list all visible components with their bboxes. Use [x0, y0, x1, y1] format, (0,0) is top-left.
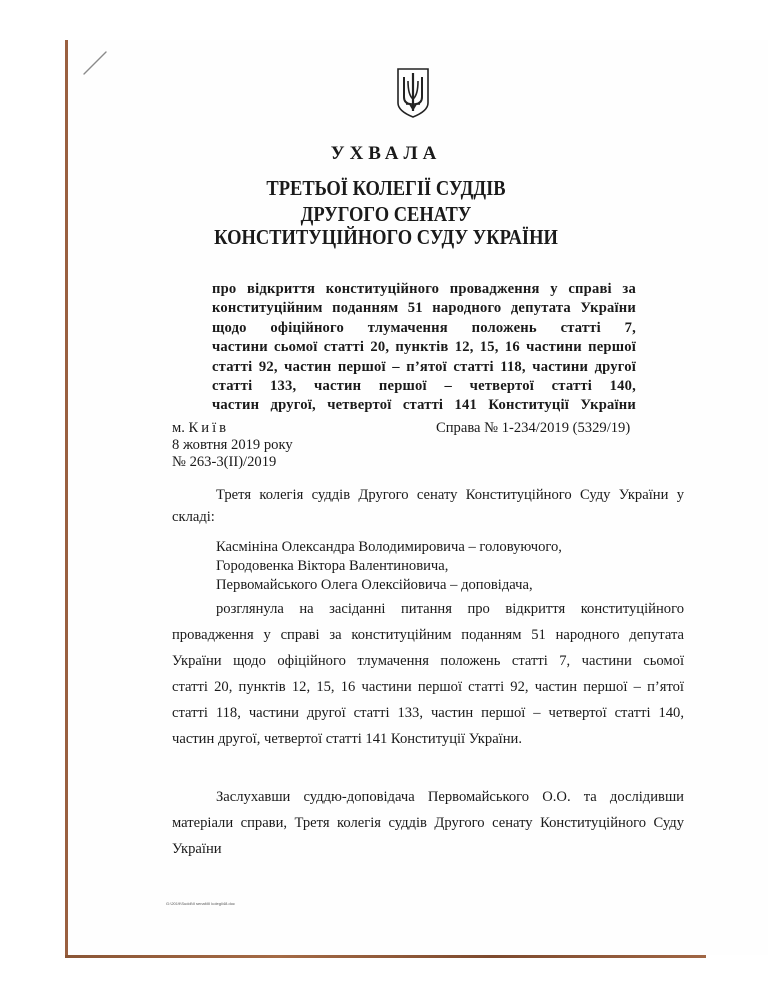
issuer-line-1: ТРЕТЬОЇ КОЛЕГІЇ СУДДІВ — [266, 176, 506, 200]
issuer-line-3: КОНСТИТУЦІЙНОГО СУДУ УКРАЇНИ — [214, 225, 558, 249]
subject-line: частини сьомої статті 20, пунктів 12, 15, 16 частини першої — [212, 339, 636, 356]
place-prefix: м. — [172, 420, 185, 436]
paragraph-line: провадження у справі за конституційним поданням 51 народного депутата — [172, 627, 684, 643]
place-name: Київ — [188, 420, 230, 436]
composition-paragraph — [172, 482, 684, 526]
meta-block — [172, 420, 293, 471]
decision-date: 8 жовтня 2019 року — [172, 437, 293, 453]
paragraph-line: Заслухавши суддю-доповідача Первомайського О.О. та дослідивши — [216, 789, 684, 805]
subject-block — [212, 280, 636, 416]
paragraph-line: Третя колегія суддів Другого сенату Конституційного Суду України у — [216, 487, 684, 503]
judge-item: Городовенка Віктора Валентиновича, — [216, 558, 449, 574]
footer-file-path: G:\2019\Suddi\II senat\III kolegi\48.doc — [166, 901, 235, 906]
subject-line: конституційним поданням 51 народного депутата України — [212, 300, 636, 317]
tryzub-coat-of-arms-icon — [396, 67, 430, 119]
paragraph-line: статті 20, пунктів 12, 15, 16 частини першої статті 92, частин першої – п’ятої — [172, 679, 684, 695]
judge-item: Касмініна Олександра Володимировича – головуючого, — [216, 539, 562, 555]
paragraph-line: частин другої, четвертої статті 141 Конституції України. — [172, 731, 522, 747]
decision-number: № 263-3(ІІ)/2019 — [172, 454, 277, 470]
subject-line: статті 133, частин першої – четвертої статті 140, — [212, 378, 636, 395]
document-title: УХВАЛА — [330, 143, 442, 164]
paragraph-line: матеріали справи, Третя колегія суддів Другого сенату Конституційного Суду — [172, 815, 684, 831]
consideration-paragraph — [172, 596, 684, 752]
judge-item: Первомайського Олега Олексійовича – доповідача, — [216, 577, 533, 593]
case-number: Справа № 1-234/2019 (5329/19) — [436, 420, 631, 436]
page-edge-bottom — [65, 955, 706, 958]
paragraph-line: складі: — [172, 509, 215, 525]
paragraph-line: України щодо офіційного тлумачення положень статті 7, частини сьомої — [172, 653, 684, 669]
subject-line: статті 92, частин першої – п’ятої статті 118, частини другої — [212, 358, 636, 375]
place — [172, 420, 293, 437]
pen-mark-icon — [82, 50, 108, 76]
judges-list — [216, 538, 562, 595]
hearing-paragraph — [172, 784, 684, 862]
paragraph-line: статті 118, частини другої статті 133, частин першої – четвертої статті 140, — [172, 705, 684, 721]
subject-line: частин другої, четвертої статті 141 Конституції України — [212, 397, 636, 414]
paragraph-line: України — [172, 841, 222, 857]
paragraph-line: розглянула на засіданні питання про відкриття конституційного — [216, 601, 684, 617]
issuer-line-2: ДРУГОГО СЕНАТУ — [300, 202, 472, 226]
subject-line: щодо офіційного тлумачення положень статті 7, — [212, 319, 636, 336]
subject-line: про відкриття конституційного провадження у справі за — [212, 281, 636, 297]
